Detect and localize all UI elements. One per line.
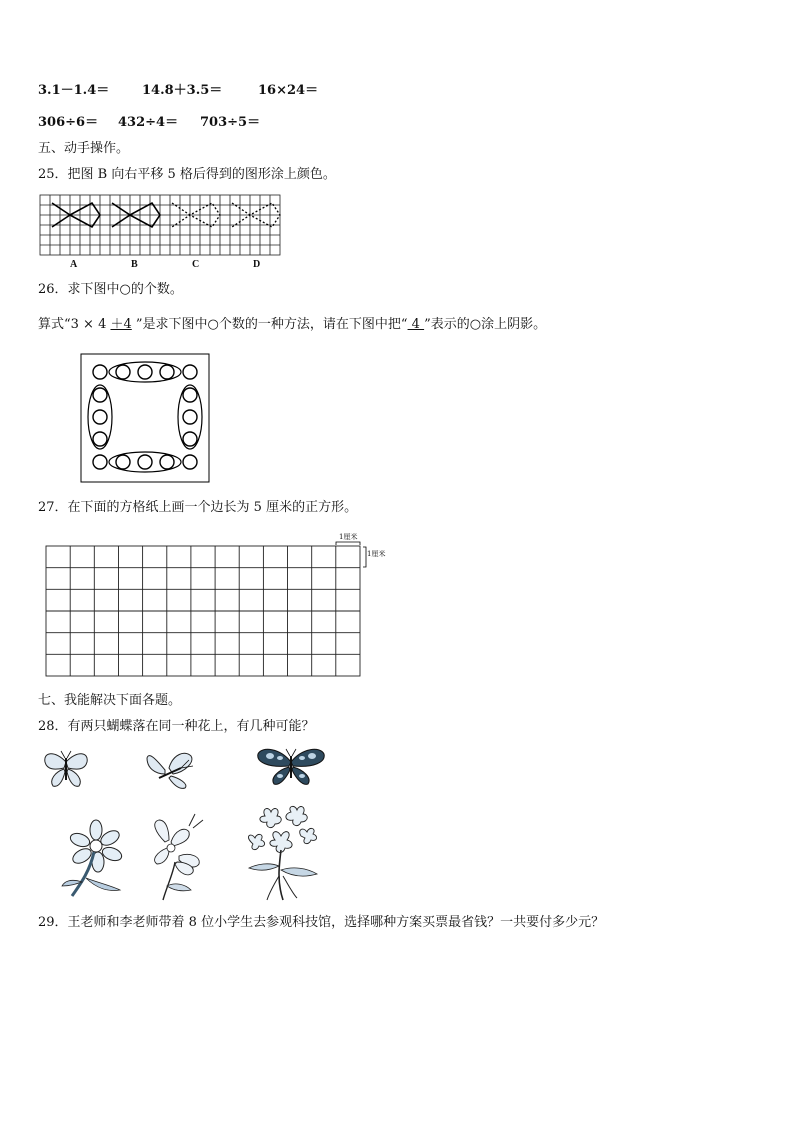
section-seven-title: 七、我能解决下面各题。	[38, 693, 182, 708]
flower-3	[239, 806, 329, 902]
formula-suffix: ”表示的○涂上阴影。	[424, 317, 547, 332]
butterfly-3	[256, 746, 326, 788]
section-five-title: 五、动手操作。	[38, 141, 130, 156]
calc-item-6: 703÷5＝	[200, 115, 261, 130]
question-26: 26．求下图中○的个数。	[38, 282, 183, 297]
calc-item-2: 14.8＋3.5＝	[142, 83, 223, 98]
formula-plus-four: ＋4	[110, 317, 132, 332]
grid-label-c: C	[192, 259, 200, 270]
flower-2	[145, 812, 213, 902]
circles-figure	[81, 354, 211, 484]
grid-label-b: B	[131, 259, 138, 270]
unit-label-top: 1厘米	[339, 533, 358, 541]
butterfly-1	[41, 748, 91, 790]
grid-label-a: A	[70, 259, 78, 270]
grid-paper	[46, 546, 362, 678]
formula-four: 4	[407, 317, 425, 332]
butterfly-2	[145, 748, 199, 790]
calc-item-4: 306÷6＝	[38, 115, 99, 130]
formula-mid: ”是求下图中○个数的一种方法，请在下图中把“	[131, 317, 408, 332]
flower-1	[60, 820, 126, 902]
question-26-formula	[38, 317, 546, 333]
question-29: 29．王老师和李老师带着 8 位小学生去参观科技馆，选择哪种方案买票最省钱？一共要付多少元？	[38, 915, 605, 930]
question-27: 27．在下面的方格纸上画一个边长为 5 厘米的正方形。	[38, 500, 358, 515]
question-25: 25．把图 B 向右平移 5 格后得到的图形涂上颜色。	[38, 167, 336, 182]
unit-label-side: 1厘米	[367, 550, 386, 558]
calc-item-3: 16×24＝	[258, 83, 319, 98]
formula-prefix: 算式“3 × 4	[38, 317, 111, 332]
calc-item-1: 3.1－1.4＝	[38, 83, 110, 98]
question-28: 28．有两只蝴蝶落在同一种花上，有几种可能？	[38, 719, 315, 734]
grid-label-d: D	[253, 259, 261, 270]
calc-item-5: 432÷4＝	[118, 115, 179, 130]
translation-grid	[40, 195, 280, 257]
